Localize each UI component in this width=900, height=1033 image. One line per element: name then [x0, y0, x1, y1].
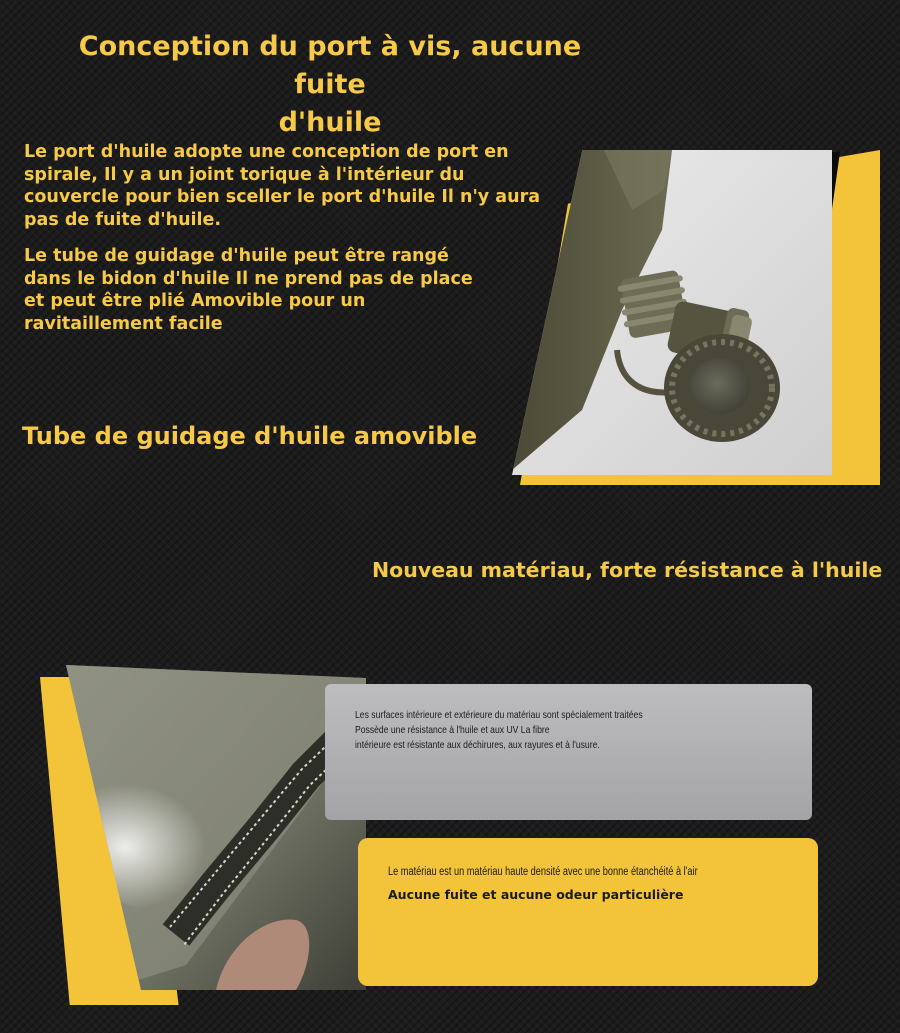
paragraph-line: couvercle pour bien sceller le port d'huile Il n'y aura [24, 187, 541, 207]
fabric-photo-frame [40, 665, 370, 1005]
paragraph-line: spirale, Il y a un joint torique à l'intérieur du [24, 164, 465, 185]
material-info-text [355, 708, 790, 753]
paragraph-line: ravitaillement facile [24, 313, 223, 334]
density-info-box [358, 838, 818, 986]
section-title-tube: Tube de guidage d'huile amovible [22, 422, 478, 450]
page-title-line-1: Conception du port à vis, aucune fuite [78, 31, 582, 100]
paragraph-line: pas de fuite d'huile. [24, 209, 222, 230]
page-title [40, 28, 620, 142]
density-info-line: Le matériau est un matériau haute densité avec une bonne étanchéité à l'air [388, 866, 698, 878]
material-info-box [325, 684, 812, 820]
description-paragraph-seal [24, 141, 554, 231]
section-title-material: Nouveau matériau, forte résistance à l'huile [372, 558, 883, 582]
spout-photo-frame [480, 150, 880, 485]
page-title-line-2: d'huile [278, 107, 382, 138]
info-line: intérieure est résistante aux déchirures, aux rayures et à l'usure. [355, 739, 600, 751]
paragraph-line: et peut être plié Amovible pour un [24, 291, 366, 311]
paragraph-line: Le port d'huile adopte une conception de port en [24, 142, 509, 162]
oil-spout-cap-photo [512, 150, 832, 475]
no-leak-info-line: Aucune fuite et aucune odeur particulière [388, 887, 684, 902]
paragraph-line: Le tube de guidage d'huile peut être rangé [24, 246, 449, 266]
info-line: Les surfaces intérieure et extérieure du matériau sont spécialement traitées [355, 709, 643, 721]
info-line: Possède une résistance à l'huile et aux UV La fibre [355, 724, 550, 736]
paragraph-line: dans le bidon d'huile Il ne prend pas de place [24, 268, 473, 289]
description-paragraph-tube [24, 245, 554, 335]
